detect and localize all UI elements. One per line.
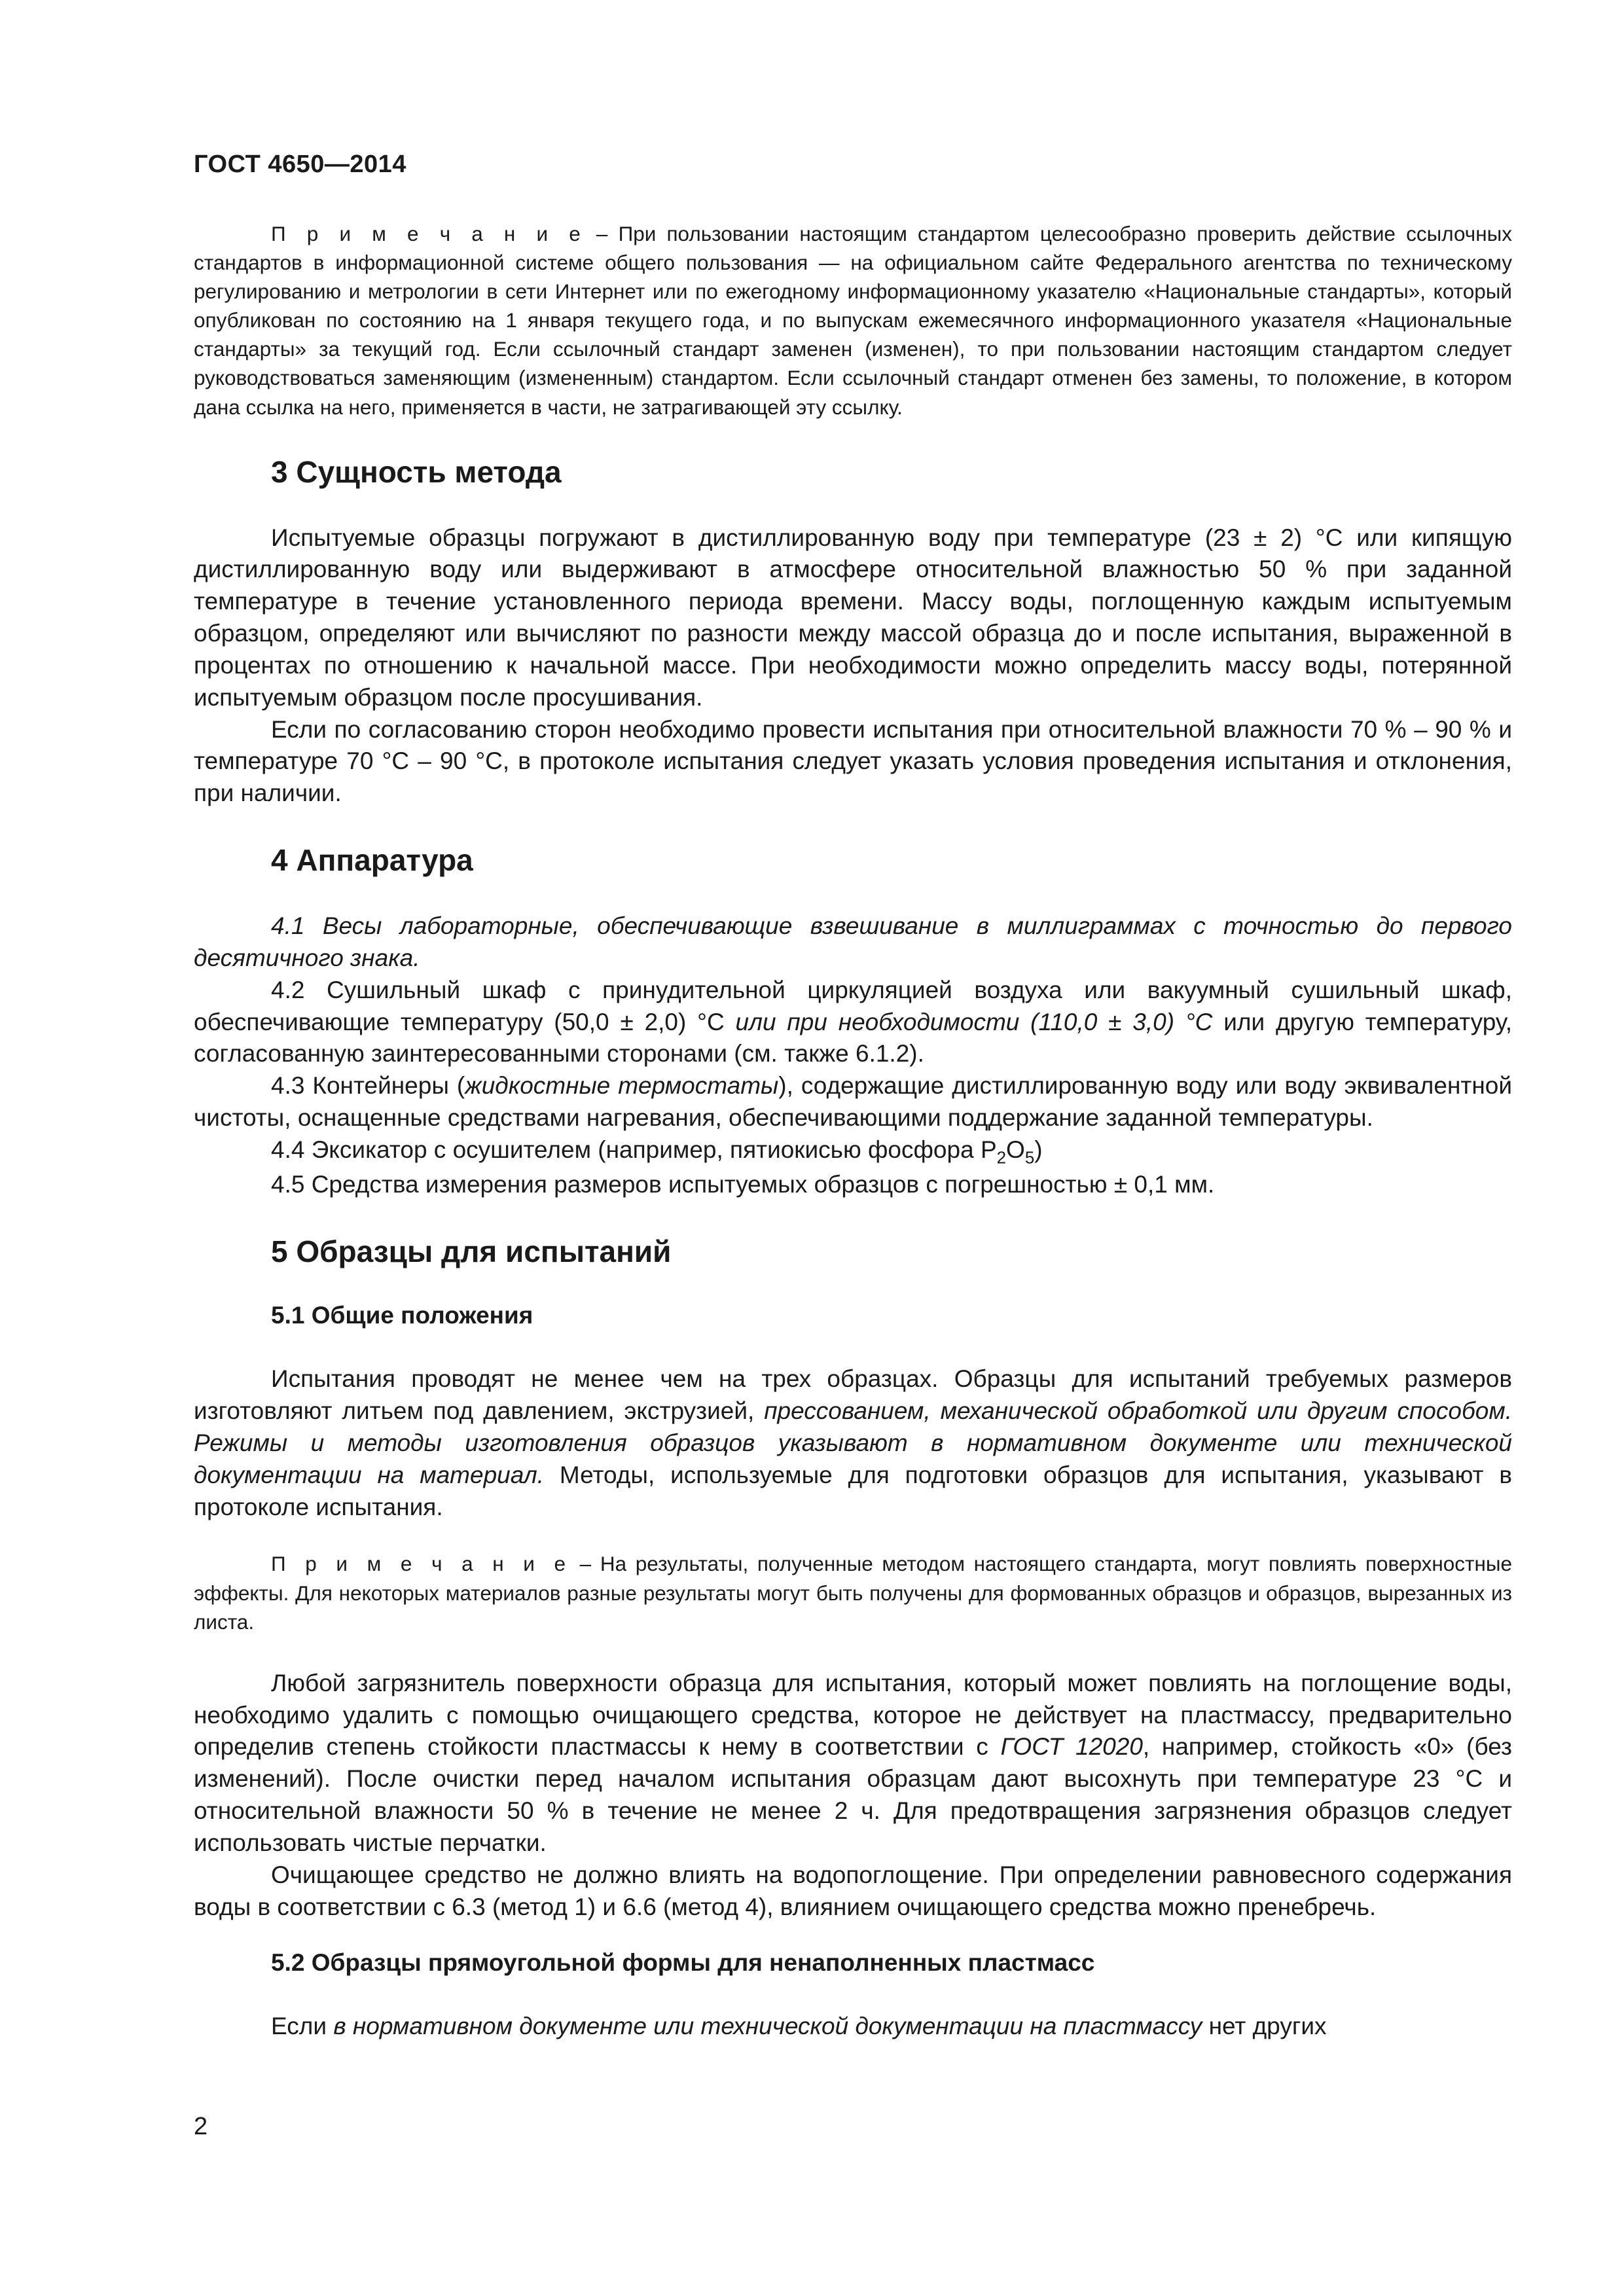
section-3-paragraph-1: Испытуемые образцы погружают в дистиллированную воду при температуре (23 ± 2) °С или кипящую дистиллированную воду или выдерживают в атмосфере относительной влажностью 50 % при заданной температуре в течение установленного периода времени. Массу воды, поглощенную каждым испытуемым образцом, определяют или вычисляют по разности между массой образца до и после испытания, выраженной в процентах по отношению к начальной массе. При необходимости можно определить массу воды, потерянной испытуемым образцом после просушивания.	[194, 524, 1512, 711]
note-block	[194, 219, 1512, 422]
item-4-text-end: )	[1034, 1136, 1043, 1163]
p4-text-a: Если	[271, 2013, 334, 2040]
section-3-paragraph-2: Если по согласованию сторон необходимо провести испытания при относительной влажности 70 % – 90 % и температуре 70 °С – 90 °С, в протоколе испытания следует указать условия проведения испытания и отклонения, при наличии.	[194, 715, 1512, 807]
document-page	[194, 151, 1512, 2043]
item-2-text-c: или другую температуру, согласованную заинтересованными сторонами (см. также 6.1.2).	[194, 1008, 1512, 1067]
section-5-note	[194, 1549, 1512, 1636]
section-4-heading: 4 Аппаратура	[271, 843, 473, 878]
item-4-subscript-2: 5	[1024, 1149, 1035, 1168]
item-3-text-a: 4.3 Контейнеры (	[271, 1072, 465, 1100]
item-4-subscript-1: 2	[996, 1149, 1007, 1168]
p2-text-italic: ГОСТ 12020	[1000, 1733, 1143, 1761]
p2-text-c: , например, стойкость «0» (без изменений). После очистки перед началом испытания образцам дают высохнуть при температуре 23 °С и относительной влажности 50 % в течение не менее 2 ч. Для предотвращения загрязнения образцов следует использовать чистые перчатки.	[194, 1733, 1512, 1856]
p1-text-a: Испытания проводят не менее чем на трех образцах. Образцы для испытаний требуемых размеров изготовляют литьем под давлением, экструзией,	[194, 1365, 1512, 1425]
item-2-text-italic: или при необходимости (110,0 ± 3,0) °С	[735, 1008, 1213, 1035]
section-5-1-paragraph-1	[194, 1363, 1512, 1523]
section-3-heading: 3 Сущность метода	[271, 454, 562, 489]
page-number: 2	[194, 2113, 208, 2140]
item-2-text-a: 4.2 Сушильный шкаф с принудительной циркуляцией воздуха или вакуумный сушильный шкаф, обеспечивающие температуру (50,0 ± 2,0) °С	[194, 976, 1512, 1035]
subsection-5-1-heading: 5.1 Общие положения	[271, 1302, 533, 1329]
item-4-text-mid: O	[1006, 1136, 1025, 1163]
section-4-item-1	[194, 910, 1512, 975]
note-label: П р и м е ч а н и е	[271, 1552, 571, 1576]
p1-text-italic: прессованием, механической обработкой или другим способом. Режимы и методы изготовления образцов указывают в нормативном документе или технической документации на материал.	[194, 1397, 1512, 1488]
item-1-text: 4.1 Весы лабораторные, обеспечивающие взвешивание в миллиграммах с точностью до первого десятичного знака.	[194, 912, 1512, 971]
section-4-item-2	[194, 975, 1512, 1070]
item-3-text-c: ), содержащие дистиллированную воду или воду эквивалентной чистоты, оснащенные средствами нагревания, обеспечивающими поддержание заданной температуры.	[194, 1072, 1512, 1132]
p2-text-a: Любой загрязнитель поверхности образца для испытания, который может повлиять на поглощение воды, необходимо удалить с помощью очищающего средства, которое не действует на пластмассу, предварительно определив степень стойкости пластмассы к нему в соответствии с	[194, 1669, 1512, 1761]
item-4-text-a: 4.4 Эксикатор с осушителем (например, пятиокисью фосфора P	[271, 1136, 997, 1163]
p1-text-c: Методы, используемые для подготовки образцов для испытания, указывают в протоколе испытания.	[194, 1461, 1512, 1520]
note-label: П р и м е ч а н и е	[271, 222, 586, 245]
p4-text-italic: в нормативном документе или технической документации на пластмассу	[333, 2013, 1202, 2040]
section-5-1-paragraph-2	[194, 1668, 1512, 1859]
p4-text-c: нет других	[1202, 2013, 1327, 2040]
note-text: – При пользовании настоящим стандартом целесообразно проверить действие ссылочных стандартов в информационной системе общего пользования — на официальном сайте Федерального агентства по техническому регулированию и метрологии в сети Интернет или по ежегодному информационному указателю «Национальные стандарты», который опубликован по состоянию на 1 января текущего года, и по выпускам ежемесячного информационного указателя «Национальные стандарты» за текущий год. Если ссылочный стандарт заменен (изменен), то при пользовании настоящим стандартом следует руководствоваться заменяющим (измененным) стандартом. Если ссылочный стандарт отменен без замены, то положение, в котором дана ссылка на него, применяется в части, не затрагивающей эту ссылку.	[194, 222, 1513, 419]
section-5-1-paragraph-3: Очищающее средство не должно влиять на водопоглощение. При определении равновесного содержания воды в соответствии с 6.3 (метод 1) и 6.6 (метод 4), влиянием очищающего средства можно пренебречь.	[194, 1861, 1512, 1920]
item-3-text-italic: жидкостные термостаты	[465, 1072, 779, 1100]
section-5-heading: 5 Образцы для испытаний	[271, 1234, 672, 1269]
section-4-item-5: 4.5 Средства измерения размеров испытуемых образцов с погрешностью ± 0,1 мм.	[271, 1171, 1215, 1198]
standard-designation: ГОСТ 4650—2014	[194, 151, 406, 178]
subsection-5-2-heading: 5.2 Образцы прямоугольной формы для ненаполненных пластмасс	[271, 1949, 1095, 1977]
section-5-2-paragraph-1	[194, 2011, 1512, 2043]
note-text: – На результаты, полученные методом настоящего стандарта, могут повлиять поверхностные эффекты. Для некоторых материалов разные результаты могут быть получены для формованных образцов и образцов, вырезанных из листа.	[194, 1552, 1513, 1634]
section-4-item-4	[194, 1134, 1512, 1170]
section-4-item-3	[194, 1070, 1512, 1134]
